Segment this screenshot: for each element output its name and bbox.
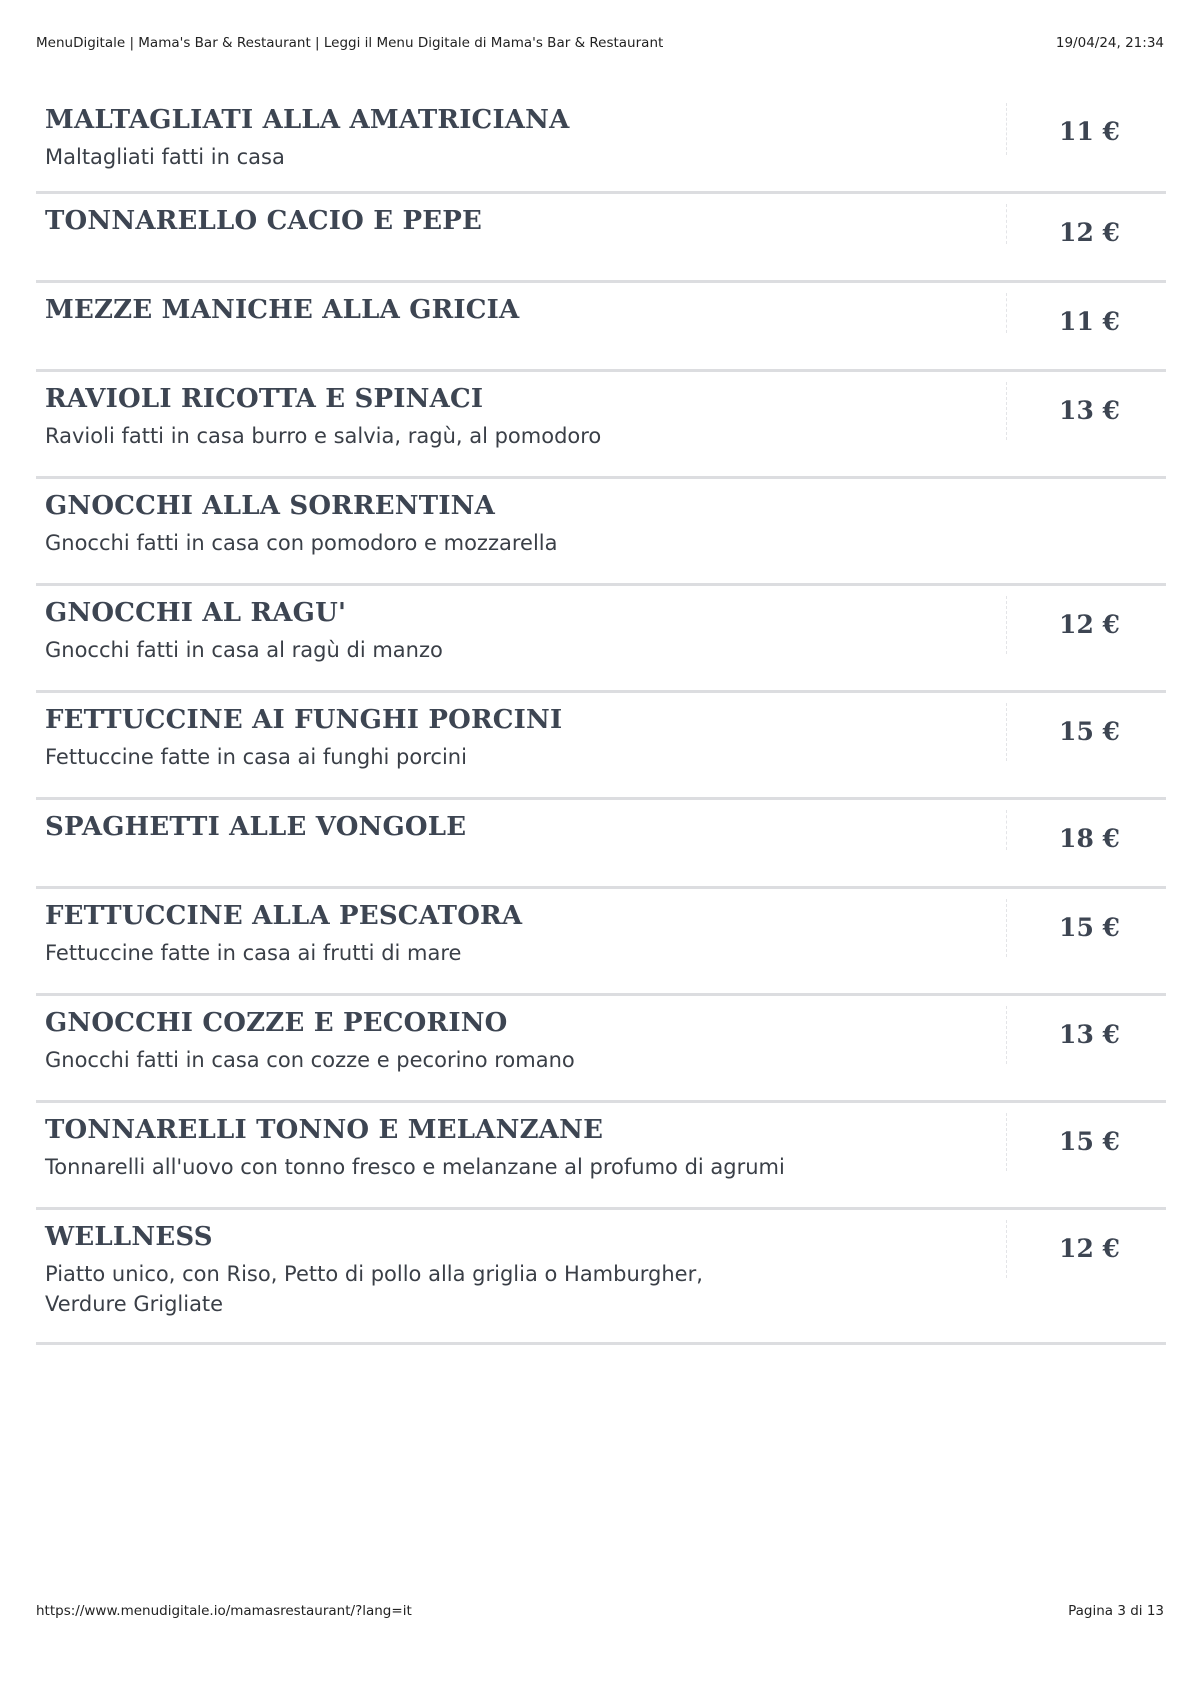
menu-item-price-column xyxy=(1006,1113,1166,1171)
menu-item-price: 11 € xyxy=(1059,117,1120,146)
page-number: Pagina 3 di 13 xyxy=(1068,1603,1164,1619)
menu-item-name: MEZZE MANICHE ALLA GRICIA xyxy=(45,295,520,325)
menu-item-price-column xyxy=(1006,204,1166,247)
menu-item-info xyxy=(36,586,1006,690)
menu-list xyxy=(36,93,1166,1345)
menu-item xyxy=(36,479,1166,586)
menu-item-info xyxy=(36,372,1006,476)
menu-item-price-column xyxy=(1006,596,1166,654)
menu-item xyxy=(36,194,1166,283)
menu-item-description: Gnocchi fatti in casa con cozze e pecorino romano xyxy=(45,1048,575,1072)
menu-item-name: MALTAGLIATI ALLA AMATRICIANA xyxy=(45,105,570,135)
menu-item xyxy=(36,372,1166,479)
menu-item xyxy=(36,283,1166,372)
menu-item-info xyxy=(36,800,1006,886)
menu-item-price: 12 € xyxy=(1059,610,1120,639)
menu-item-info xyxy=(36,1210,1006,1342)
menu-item-name: FETTUCCINE AI FUNGHI PORCINI xyxy=(45,705,563,735)
menu-item-price: 15 € xyxy=(1059,1127,1120,1156)
menu-item-name: TONNARELLO CACIO E PEPE xyxy=(45,206,483,236)
menu-item xyxy=(36,889,1166,996)
menu-item-info xyxy=(36,479,1006,583)
menu-item-description: Maltagliati fatti in casa xyxy=(45,145,285,169)
menu-item-name: SPAGHETTI ALLE VONGOLE xyxy=(45,812,467,842)
menu-item xyxy=(36,693,1166,800)
page-title: MenuDigitale | Mama's Bar & Restaurant | Leggi il Menu Digitale di Mama's Bar & Restaurant xyxy=(36,35,664,51)
menu-item-name: WELLNESS xyxy=(45,1222,213,1252)
menu-item-info xyxy=(36,1103,1006,1207)
menu-item-info xyxy=(36,889,1006,993)
menu-item-description: Ravioli fatti in casa burro e salvia, ragù, al pomodoro xyxy=(45,424,602,448)
menu-item xyxy=(36,800,1166,889)
menu-item-name: RAVIOLI RICOTTA E SPINACI xyxy=(45,384,484,414)
menu-item-name: FETTUCCINE ALLA PESCATORA xyxy=(45,901,523,931)
menu-item-info xyxy=(36,93,1006,191)
menu-item xyxy=(36,1210,1166,1345)
menu-item-description: Fettuccine fatte in casa ai funghi porcini xyxy=(45,745,467,769)
menu-item-price-column xyxy=(1006,489,1166,547)
menu-item xyxy=(36,996,1166,1103)
menu-item-info xyxy=(36,693,1006,797)
menu-item-price-column xyxy=(1006,1220,1166,1278)
menu-item-price-column xyxy=(1006,382,1166,440)
menu-item-price-column xyxy=(1006,1006,1166,1064)
menu-item-price-column xyxy=(1006,703,1166,761)
print-footer xyxy=(36,1603,1164,1623)
menu-item-price: 12 € xyxy=(1059,1234,1120,1263)
menu-item-description: Fettuccine fatte in casa ai frutti di mare xyxy=(45,941,462,965)
menu-item-name: TONNARELLI TONNO E MELANZANE xyxy=(45,1115,604,1145)
page-url: https://www.menudigitale.io/mamasrestaurant/?lang=it xyxy=(36,1603,412,1619)
menu-item-price-column xyxy=(1006,293,1166,336)
menu-item-price: 15 € xyxy=(1059,913,1120,942)
menu-item-price: 18 € xyxy=(1059,824,1120,853)
menu-item xyxy=(36,586,1166,693)
menu-item-info xyxy=(36,194,1006,280)
menu-item-description: Tonnarelli all'uovo con tonno fresco e melanzane al profumo di agrumi xyxy=(45,1155,785,1179)
menu-item-description: Gnocchi fatti in casa con pomodoro e mozzarella xyxy=(45,531,558,555)
menu-item-price: 11 € xyxy=(1059,307,1120,336)
menu-item-info xyxy=(36,283,1006,369)
menu-item-name: GNOCCHI AL RAGU' xyxy=(45,598,347,628)
menu-item-description: Piatto unico, con Riso, Petto di pollo alla griglia o Hamburgher, Verdure Grigliate xyxy=(45,1262,703,1316)
print-datetime: 19/04/24, 21:34 xyxy=(1055,35,1164,51)
menu-item xyxy=(36,93,1166,194)
menu-item-name: GNOCCHI ALLA SORRENTINA xyxy=(45,491,496,521)
menu-item-description: Gnocchi fatti in casa al ragù di manzo xyxy=(45,638,443,662)
menu-item xyxy=(36,1103,1166,1210)
menu-item-price: 12 € xyxy=(1059,218,1120,247)
menu-item-info xyxy=(36,996,1006,1100)
print-header xyxy=(36,35,1164,55)
menu-item-price-column xyxy=(1006,899,1166,957)
menu-item-price-column xyxy=(1006,103,1166,155)
menu-item-price: 13 € xyxy=(1059,396,1120,425)
menu-item-name: GNOCCHI COZZE E PECORINO xyxy=(45,1008,508,1038)
menu-item-price: 13 € xyxy=(1059,1020,1120,1049)
menu-item-price: 15 € xyxy=(1059,717,1120,746)
menu-item-price-column xyxy=(1006,810,1166,853)
